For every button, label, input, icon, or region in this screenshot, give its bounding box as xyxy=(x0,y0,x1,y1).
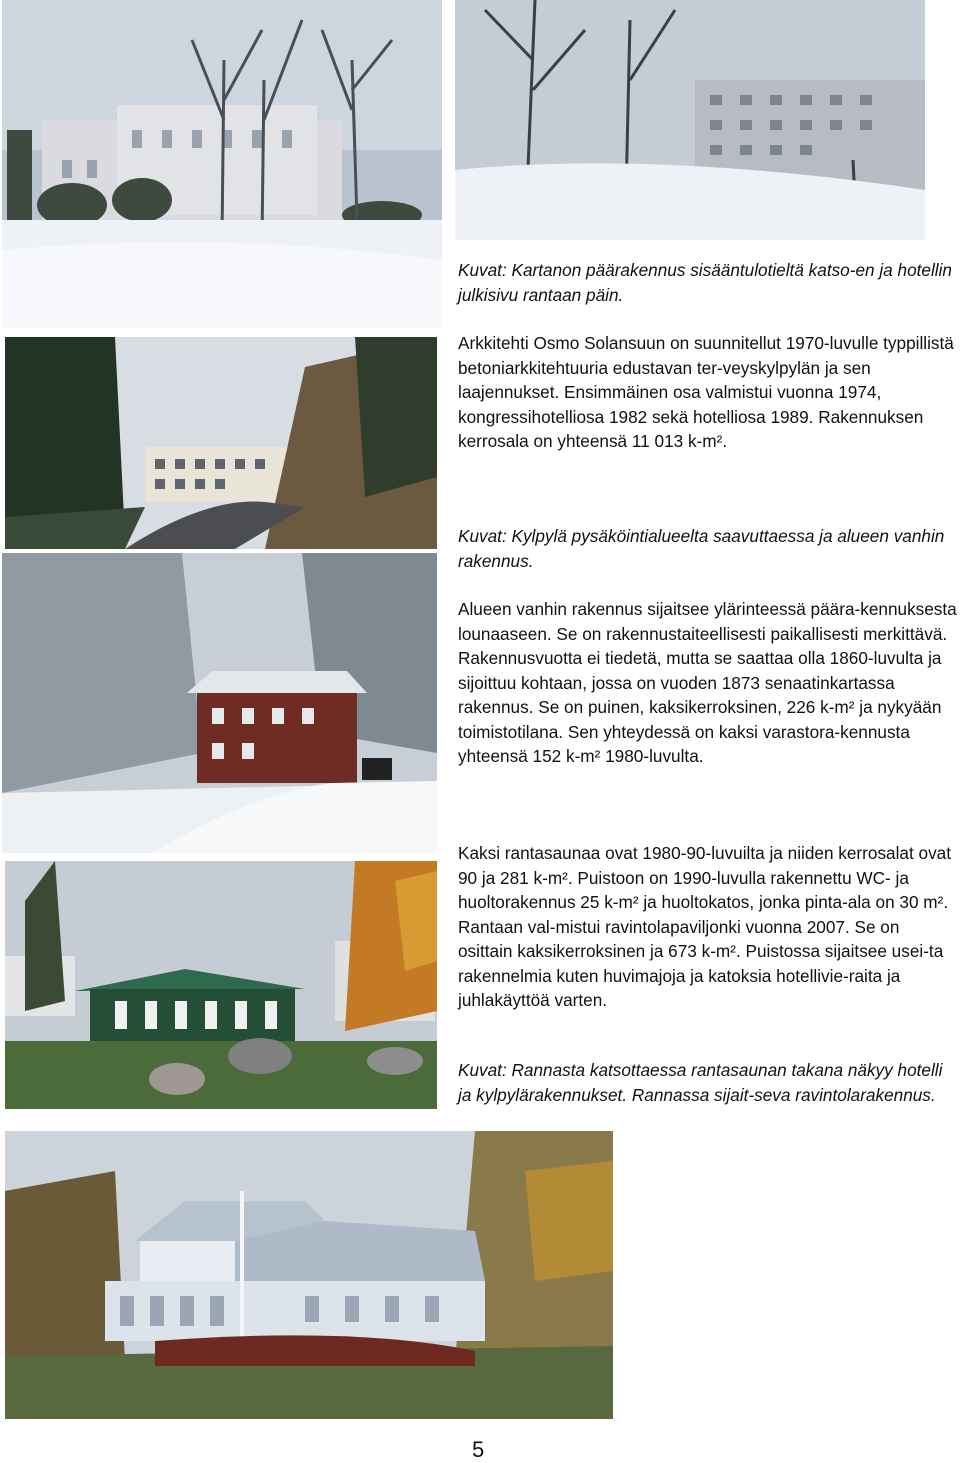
paragraph-oldest-building: Alueen vanhin rakennus sijaitsee ylärinteessä päära-kennuksesta lounaaseen. Se on rakennustaiteellisesti paikallisesti merkittävä. Rakennusvuotta ei tiedetä, mutta se saattaa olla 1860-luvulta ja sijoittuu kohtaan, jossa on vuoden 1873 senaatinkartassa rakennus. Se on puinen, kaksikerroksinen, 226 k-m² ja nykyään toimistotilana. Sen yhteydessä on kaksi varastora-kennusta yhteensä 152 k-m² 1980-luvulta. xyxy=(458,599,957,766)
caption-manor: Kuvat: Kartanon päärakennus sisääntulotieltä katso-en ja hotellin julkisivu rantaan päin. xyxy=(458,260,952,305)
photo-manor-winter xyxy=(2,0,442,328)
caption-shore: Kuvat: Rannasta katsottaessa rantasaunan takana näkyy hotelli ja kylpylärakennukset. Rannassa sijait-seva ravintolarakennus. xyxy=(458,1060,943,1105)
photo-oldest-building xyxy=(2,553,437,853)
photo-restaurant-pavilion xyxy=(5,1131,613,1419)
page-number: 5 xyxy=(472,1437,485,1462)
photo-hotel-facade xyxy=(455,0,925,240)
photo-spa-parking xyxy=(5,337,437,549)
paragraph-architect: Arkkitehti Osmo Solansuun on suunnitellut 1970-luvulle typpillistä betoniarkkitehtuuria edustavan ter-veyskylpylän ja sen laajennukset. Ensimmäinen osa valmistui vuonna 1974, kongressihotelliosa 1982 sekä hotelliosa 1989. Rakennuksen kerrosala on yhteensä 11 013 k-m². xyxy=(458,333,954,451)
photo-shore-sauna xyxy=(5,861,437,1109)
caption-spa: Kuvat: Kylpylä pysäköintialueelta saavuttaessa ja alueen vanhin rakennus. xyxy=(458,526,945,571)
paragraph-shore-saunas: Kaksi rantasaunaa ovat 1980-90-luvuilta ja niiden kerrosalat ovat 90 ja 281 k-m². Puistoon on 1990-luvulla rakennettu WC- ja huoltorakennus 25 k-m² ja huoltokatos, jonka pinta-ala on 30 m². Rantaan val-mistui ravintolapaviljonki vuonna 2007. Se on osittain kaksikerroksinen ja 673 k-m². Puistossa sijaitsee usei-ta rakennelmia kuten huvimajoja ja katoksia hotellivie-raita ja juhlakäyttöä varten. xyxy=(458,843,952,1010)
